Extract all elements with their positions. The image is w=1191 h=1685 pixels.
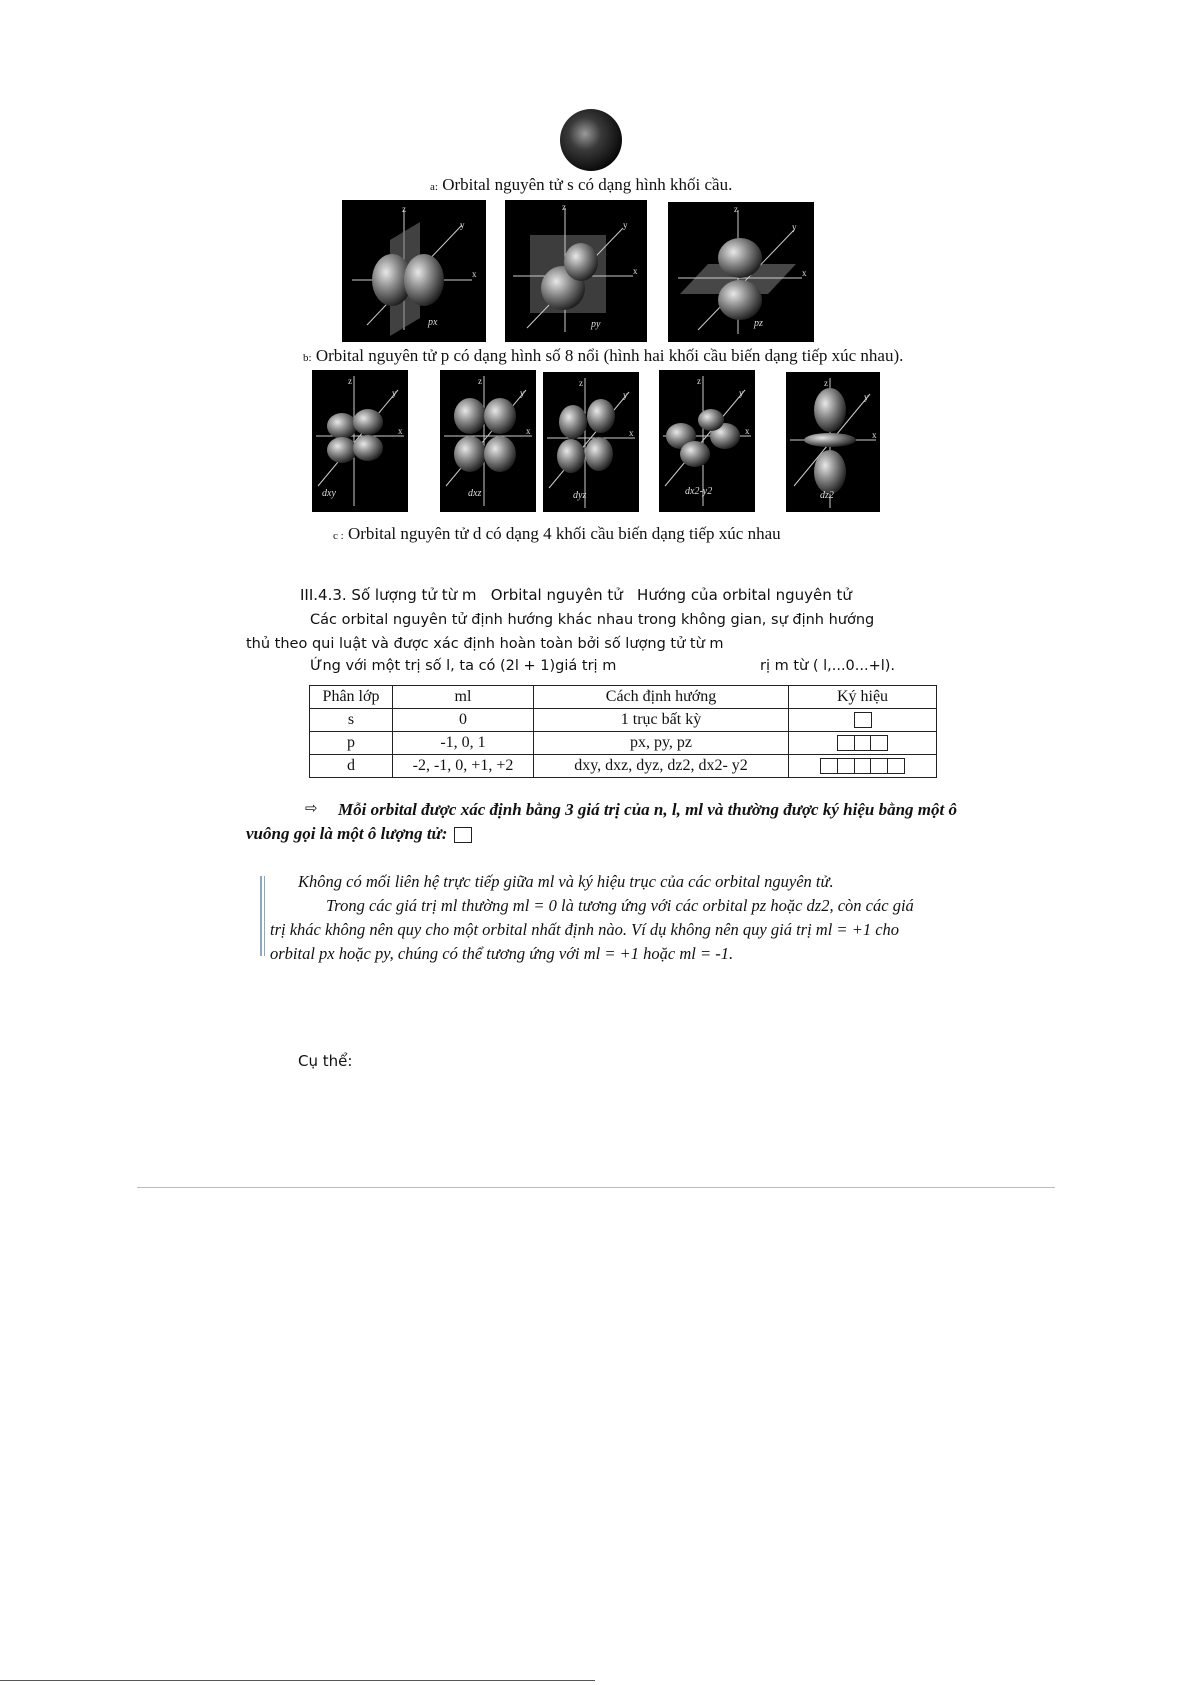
axis-label: x <box>398 426 403 436</box>
paragraph-line: Các orbital nguyên tử định hướng khác nhau trong không gian, sự định hướng <box>310 612 875 628</box>
axis-label: z <box>734 204 738 214</box>
quantum-box <box>870 735 888 751</box>
axis-label: z <box>402 204 406 214</box>
d-orbital-dz2-panel <box>786 372 880 512</box>
quantum-box <box>854 758 872 774</box>
axis-label: y <box>623 220 628 230</box>
axis-label: z <box>478 376 482 386</box>
quantum-box <box>454 827 472 843</box>
axis-label: x <box>872 430 877 440</box>
divider <box>137 1187 1055 1188</box>
axis-label: x <box>472 269 477 279</box>
symbol-cell <box>789 755 937 778</box>
axis-label: x <box>629 428 634 438</box>
dyz-label: dyz <box>573 490 587 501</box>
table-cell: d <box>310 755 393 778</box>
divider <box>0 1680 595 1681</box>
dxy-label: dxy <box>322 488 336 499</box>
table-header: Phân lớp <box>310 686 393 709</box>
axis-label: y <box>460 220 465 230</box>
quantum-box <box>837 758 855 774</box>
p-orbital-py-panel <box>505 200 647 342</box>
table-cell: -2, -1, 0, +1, +2 <box>393 755 534 778</box>
table-row <box>310 709 937 732</box>
symbol-cell <box>789 709 937 732</box>
pz-label: pz <box>754 318 763 329</box>
table-cell: s <box>310 709 393 732</box>
caption-d-orbital: c : Orbital nguyên tử d có dạng 4 khối cầu biến dạng tiếp xúc nhau <box>333 524 781 543</box>
s-orbital-sphere <box>559 108 623 177</box>
footer-text: Cụ thể: <box>298 1052 353 1070</box>
axis-label: z <box>562 202 566 212</box>
axis-label: x <box>633 266 638 276</box>
conclusion-line <box>246 824 471 844</box>
note-line: orbital px hoặc py, chúng có thể tương ứng với ml = +1 hoặc ml = -1. <box>270 944 734 963</box>
table-cell: -1, 0, 1 <box>393 732 534 755</box>
quantum-box <box>820 758 838 774</box>
axis-label: y <box>864 392 869 402</box>
note-line: trị khác không nên quy cho một orbital nhất định nào. Ví dụ không nên quy giá trị ml = +1 cho <box>270 920 900 939</box>
quantum-box <box>870 758 888 774</box>
conclusion-line: Mỗi orbital được xác định bằng 3 giá trị của n, l, ml và thường được ký hiệu bằng một ô <box>338 800 957 819</box>
quantum-box <box>854 712 872 728</box>
table-cell: 1 trục bất kỳ <box>534 709 789 732</box>
conclusion-text: vuông gọi là một ô lượng tử: <box>246 824 448 843</box>
paragraph-line: Ứng với một trị số l, ta có (2l + 1)giá trị m <box>310 658 617 674</box>
axis-label: x <box>745 426 750 436</box>
note-bar <box>264 876 265 956</box>
caption-p-orbital: b: Orbital nguyên tử p có dạng hình số 8 nổi (hình hai khối cầu biến dạng tiếp xúc nhau). <box>303 346 904 365</box>
d-orbital-dx2y2-panel <box>659 370 755 512</box>
p-orbital-pz-panel <box>668 202 814 342</box>
axis-label: x <box>526 426 531 436</box>
table-row <box>310 732 937 755</box>
table-cell: 0 <box>393 709 534 732</box>
caption-s-orbital: a: Orbital nguyên tử s có dạng hình khối cầu. <box>430 175 733 194</box>
axis-label: y <box>392 388 397 398</box>
p-orbital-px-panel <box>342 200 486 342</box>
axis-label: y <box>623 390 628 400</box>
table-header: Cách định hướng <box>534 686 789 709</box>
axis-label: z <box>348 376 352 386</box>
table-header-row <box>310 686 937 709</box>
dx2y2-label: dx2-y2 <box>685 486 713 497</box>
d-orbital-dxy-panel <box>312 370 408 512</box>
note-bar <box>260 876 262 956</box>
table-header: Ký hiệu <box>789 686 937 709</box>
quantum-box <box>887 758 905 774</box>
axis-label: z <box>824 378 828 388</box>
axis-label: z <box>697 376 701 386</box>
symbol-cell <box>789 732 937 755</box>
table-row <box>310 755 937 778</box>
dz2-label: dz2 <box>820 490 834 501</box>
axis-label: x <box>802 268 807 278</box>
note-line: Không có mối liên hệ trực tiếp giữa ml và ký hiệu trục của các orbital nguyên tử. <box>298 872 834 891</box>
section-heading: III.4.3. Số lượng tử từ m Orbital nguyên tử Hướng của orbital nguyên tử <box>300 586 852 604</box>
quantum-box <box>837 735 855 751</box>
dxz-label: dxz <box>468 488 482 499</box>
paragraph-line: rị m từ ( l,...0...+l). <box>760 658 896 674</box>
table-cell: dxy, dxz, dyz, dz2, dx2- y2 <box>534 755 789 778</box>
axis-label: y <box>792 222 797 232</box>
axis-label: z <box>579 378 583 388</box>
d-orbital-dyz-panel <box>543 372 639 512</box>
quantum-box <box>854 735 872 751</box>
note-line: Trong các giá trị ml thường ml = 0 là tương ứng với các orbital pz hoặc dz2, còn các giá <box>326 896 914 915</box>
px-label: px <box>428 317 438 328</box>
axis-label: y <box>520 388 525 398</box>
paragraph-line: thủ theo qui luật và được xác định hoàn toàn bởi số lượng tử từ m <box>246 636 724 652</box>
axis-label: y <box>739 388 744 398</box>
arrow-icon: ⇨ <box>305 799 318 817</box>
quantum-table <box>309 685 937 778</box>
table-header: ml <box>393 686 534 709</box>
d-orbital-dxz-panel <box>440 370 536 512</box>
py-label: py <box>591 319 601 330</box>
table-cell: p <box>310 732 393 755</box>
table-cell: px, py, pz <box>534 732 789 755</box>
